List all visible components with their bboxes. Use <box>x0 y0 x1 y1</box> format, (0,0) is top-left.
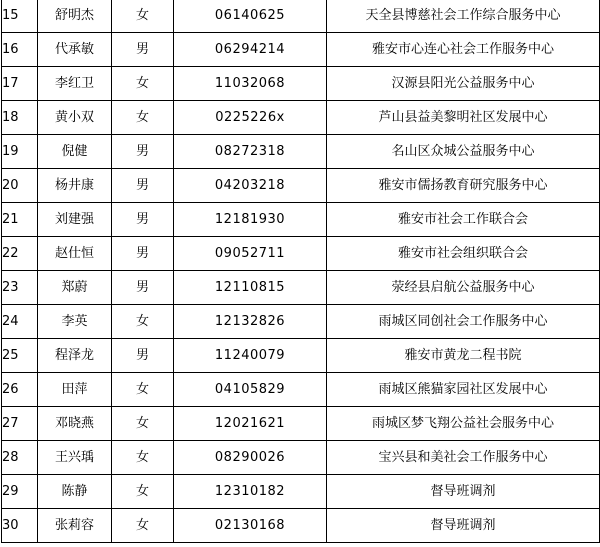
person-name: 田萍 <box>38 373 112 407</box>
row-number: 26 <box>2 373 38 407</box>
id-code: 06140625 <box>174 0 327 33</box>
row-number: 23 <box>2 271 38 305</box>
id-code: 11240079 <box>174 339 327 373</box>
row-number: 25 <box>2 339 38 373</box>
roster-table-body <box>2 0 600 543</box>
gender: 男 <box>112 237 174 271</box>
person-name: 邓晓燕 <box>38 407 112 441</box>
person-name: 李红卫 <box>38 67 112 101</box>
person-name: 李英 <box>38 305 112 339</box>
id-code: 12132826 <box>174 305 327 339</box>
person-name: 程泽龙 <box>38 339 112 373</box>
row-number: 19 <box>2 135 38 169</box>
gender: 女 <box>112 475 174 509</box>
organization: 汉源县阳光公益服务中心 <box>327 67 600 101</box>
gender: 男 <box>112 271 174 305</box>
roster-table <box>1 0 600 543</box>
organization: 雅安市社会工作联合会 <box>327 203 600 237</box>
row-number: 21 <box>2 203 38 237</box>
id-code: 12310182 <box>174 475 327 509</box>
row-number: 16 <box>2 33 38 67</box>
row-number: 15 <box>2 0 38 33</box>
id-code: 04105829 <box>174 373 327 407</box>
table-row <box>2 373 600 407</box>
id-code: 02130168 <box>174 509 327 543</box>
organization: 雅安市儒扬教育研究服务中心 <box>327 169 600 203</box>
organization: 雨城区同创社会工作服务中心 <box>327 305 600 339</box>
row-number: 18 <box>2 101 38 135</box>
person-name: 舒明杰 <box>38 0 112 33</box>
id-code: 08290026 <box>174 441 327 475</box>
id-code: 12021621 <box>174 407 327 441</box>
gender: 女 <box>112 0 174 33</box>
table-row <box>2 441 600 475</box>
organization: 芦山县益美黎明社区发展中心 <box>327 101 600 135</box>
row-number: 20 <box>2 169 38 203</box>
id-code: 04203218 <box>174 169 327 203</box>
gender: 女 <box>112 305 174 339</box>
table-row <box>2 339 600 373</box>
table-row <box>2 203 600 237</box>
row-number: 24 <box>2 305 38 339</box>
organization: 宝兴县和美社会工作服务中心 <box>327 441 600 475</box>
table-row <box>2 33 600 67</box>
table-row <box>2 67 600 101</box>
person-name: 郑蔚 <box>38 271 112 305</box>
row-number: 29 <box>2 475 38 509</box>
gender: 女 <box>112 407 174 441</box>
table-row <box>2 135 600 169</box>
person-name: 代承敏 <box>38 33 112 67</box>
gender: 男 <box>112 33 174 67</box>
id-code: 12181930 <box>174 203 327 237</box>
row-number: 22 <box>2 237 38 271</box>
person-name: 王兴瑀 <box>38 441 112 475</box>
person-name: 刘建强 <box>38 203 112 237</box>
gender: 女 <box>112 101 174 135</box>
person-name: 杨井康 <box>38 169 112 203</box>
table-row <box>2 237 600 271</box>
gender: 女 <box>112 373 174 407</box>
row-number: 27 <box>2 407 38 441</box>
table-row <box>2 407 600 441</box>
organization: 雅安市黄龙二程书院 <box>327 339 600 373</box>
person-name: 张莉容 <box>38 509 112 543</box>
gender: 男 <box>112 339 174 373</box>
organization: 雨城区梦飞翔公益社会服务中心 <box>327 407 600 441</box>
organization: 督导班调剂 <box>327 475 600 509</box>
row-number: 28 <box>2 441 38 475</box>
gender: 男 <box>112 203 174 237</box>
organization: 天全县博慈社会工作综合服务中心 <box>327 0 600 33</box>
gender: 女 <box>112 67 174 101</box>
table-row <box>2 101 600 135</box>
organization: 名山区众城公益服务中心 <box>327 135 600 169</box>
id-code: 12110815 <box>174 271 327 305</box>
person-name: 倪健 <box>38 135 112 169</box>
id-code: 08272318 <box>174 135 327 169</box>
gender: 女 <box>112 509 174 543</box>
table-row <box>2 169 600 203</box>
row-number: 30 <box>2 509 38 543</box>
id-code: 06294214 <box>174 33 327 67</box>
person-name: 陈静 <box>38 475 112 509</box>
person-name: 赵仕恒 <box>38 237 112 271</box>
row-number: 17 <box>2 67 38 101</box>
organization: 雅安市心连心社会工作服务中心 <box>327 33 600 67</box>
organization: 雅安市社会组织联合会 <box>327 237 600 271</box>
id-code: 0225226x <box>174 101 327 135</box>
table-row <box>2 305 600 339</box>
organization: 荥经县启航公益服务中心 <box>327 271 600 305</box>
table-row <box>2 475 600 509</box>
organization: 督导班调剂 <box>327 509 600 543</box>
organization: 雨城区熊猫家园社区发展中心 <box>327 373 600 407</box>
gender: 女 <box>112 441 174 475</box>
table-row <box>2 0 600 33</box>
id-code: 09052711 <box>174 237 327 271</box>
person-name: 黄小双 <box>38 101 112 135</box>
gender: 男 <box>112 135 174 169</box>
table-row <box>2 271 600 305</box>
gender: 男 <box>112 169 174 203</box>
table-row <box>2 509 600 543</box>
id-code: 11032068 <box>174 67 327 101</box>
